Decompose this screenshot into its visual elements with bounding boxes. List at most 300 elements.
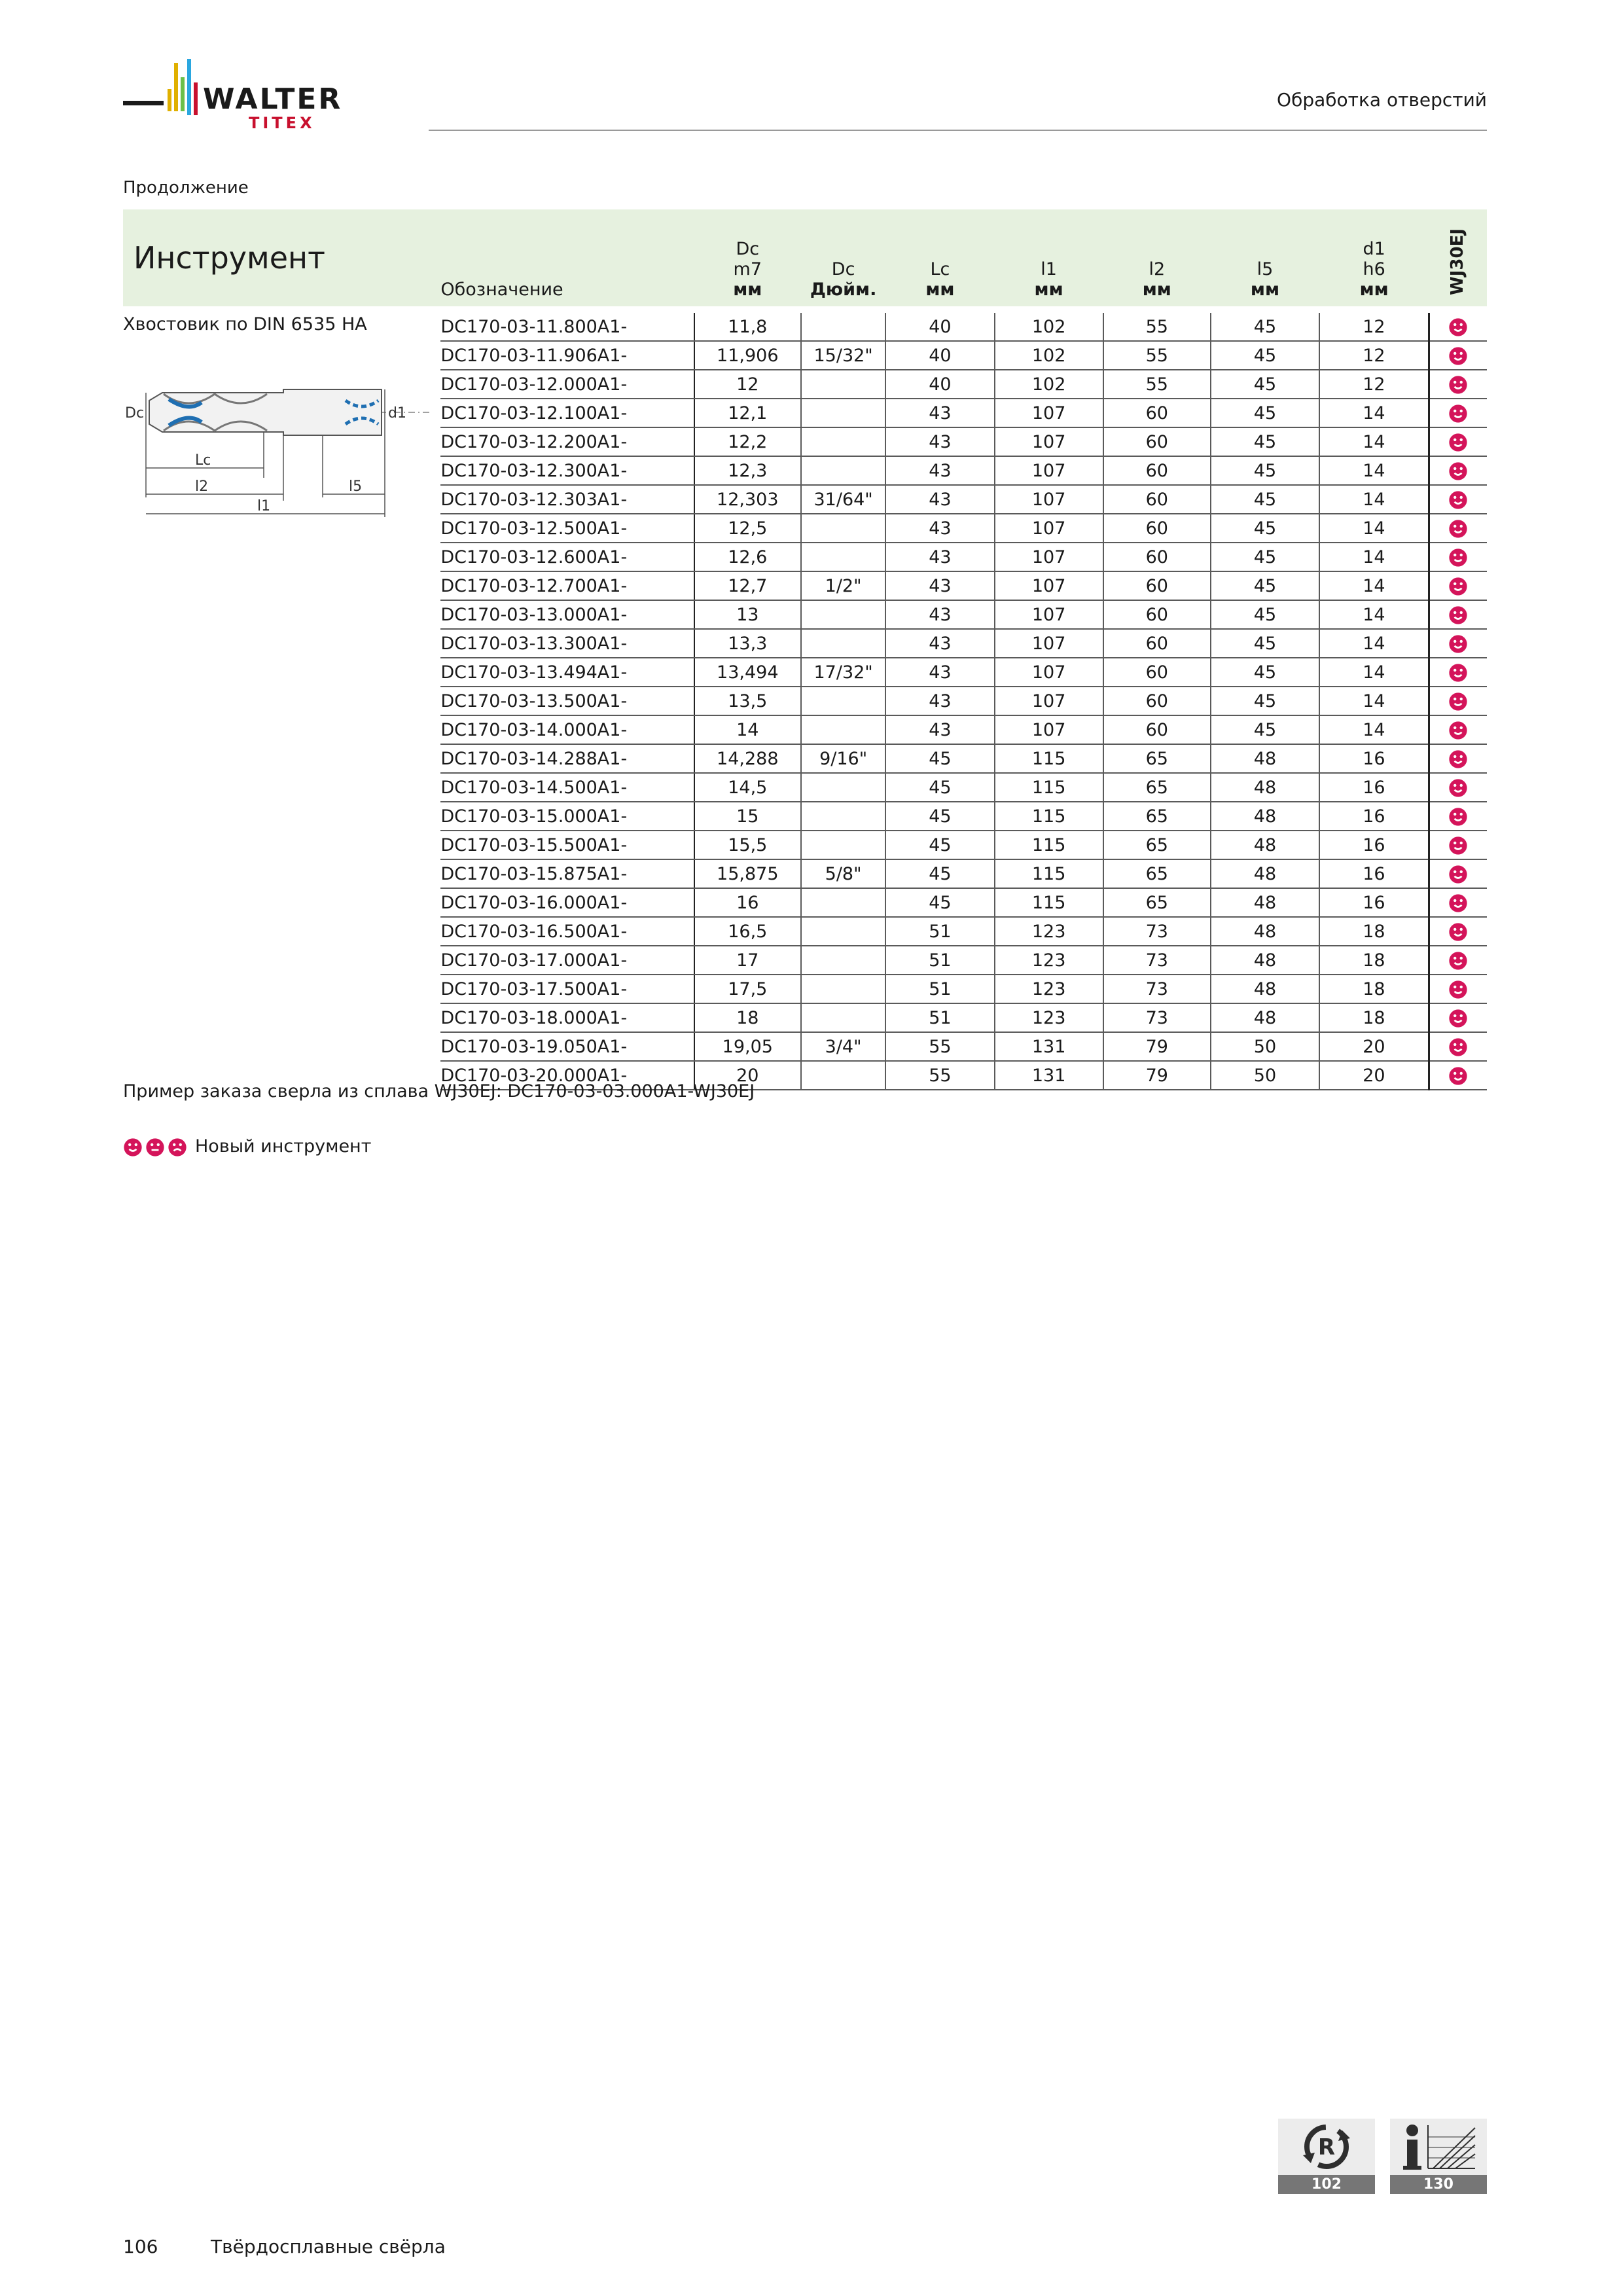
dc-cell: 12,1	[694, 399, 801, 427]
designation-cell: DC170-03-11.906A1-	[440, 341, 694, 370]
dc_inch-cell: 3/4"	[801, 1032, 885, 1061]
designation-cell: DC170-03-15.500A1-	[440, 831, 694, 859]
dc-cell: 13,494	[694, 658, 801, 687]
l5-cell: 45	[1211, 571, 1319, 600]
dc_inch-cell	[801, 370, 885, 399]
l2-cell: 65	[1103, 888, 1211, 917]
table-title: Инструмент	[134, 240, 325, 276]
dc-cell: 17	[694, 946, 801, 975]
smile-icon	[1448, 719, 1468, 740]
l1-cell: 115	[995, 773, 1103, 802]
l1-cell: 115	[995, 802, 1103, 831]
grade-availability-cell	[1429, 313, 1487, 341]
l1-cell: 102	[995, 341, 1103, 370]
reconditioning-icon	[1278, 2119, 1375, 2175]
footer-title: Твёрдосплавные свёрла	[211, 2236, 446, 2257]
smile-icon	[1448, 691, 1468, 711]
d1-cell: 14	[1319, 687, 1429, 715]
grade-availability-cell	[1429, 341, 1487, 370]
section-title: Обработка отверстий	[1277, 89, 1487, 111]
dc_inch-cell	[801, 715, 885, 744]
dc-cell: 12,7	[694, 571, 801, 600]
dc_inch-cell	[801, 399, 885, 427]
dc_inch-cell	[801, 514, 885, 543]
l1-cell: 123	[995, 946, 1103, 975]
smile-icon	[1448, 978, 1468, 999]
designation-cell: DC170-03-15.000A1-	[440, 802, 694, 831]
dc-cell: 15,5	[694, 831, 801, 859]
designation-cell: DC170-03-14.500A1-	[440, 773, 694, 802]
dc_inch-cell	[801, 629, 885, 658]
designation-cell: DC170-03-19.050A1-	[440, 1032, 694, 1061]
d1-cell: 12	[1319, 370, 1429, 399]
dc-cell: 16	[694, 888, 801, 917]
l2-cell: 65	[1103, 773, 1211, 802]
grade-availability-cell	[1429, 744, 1487, 773]
grade-availability-cell	[1429, 831, 1487, 859]
l5-cell: 50	[1211, 1032, 1319, 1061]
dc_inch-cell: 5/8"	[801, 859, 885, 888]
dc_inch-cell	[801, 975, 885, 1003]
designation-cell: DC170-03-18.000A1-	[440, 1003, 694, 1032]
l2-cell: 73	[1103, 975, 1211, 1003]
lc-cell: 43	[885, 399, 994, 427]
dc-cell: 11,906	[694, 341, 801, 370]
l5-cell: 45	[1211, 687, 1319, 715]
legend	[123, 1136, 371, 1157]
l2-cell: 60	[1103, 485, 1211, 514]
dc-cell: 12,3	[694, 456, 801, 485]
designation-cell: DC170-03-12.500A1-	[440, 514, 694, 543]
d1-cell: 14	[1319, 715, 1429, 744]
smile-icon	[1448, 316, 1468, 336]
lc-cell: 45	[885, 888, 994, 917]
grade-availability-cell	[1429, 514, 1487, 543]
lc-cell: 51	[885, 975, 994, 1003]
smile-icon	[1448, 1036, 1468, 1056]
d1-cell: 20	[1319, 1032, 1429, 1061]
lc-cell: 43	[885, 427, 994, 456]
l2-cell: 73	[1103, 946, 1211, 975]
d1-cell: 16	[1319, 859, 1429, 888]
designation-cell: DC170-03-16.500A1-	[440, 917, 694, 946]
d1-cell: 16	[1319, 744, 1429, 773]
col-designation: Обозначение	[440, 279, 563, 300]
designation-cell: DC170-03-12.700A1-	[440, 571, 694, 600]
d1-cell: 16	[1319, 802, 1429, 831]
designation-cell: DC170-03-13.500A1-	[440, 687, 694, 715]
designation-cell: DC170-03-12.300A1-	[440, 456, 694, 485]
l2-cell: 55	[1103, 341, 1211, 370]
l2-cell: 65	[1103, 744, 1211, 773]
l5-cell: 48	[1211, 946, 1319, 975]
dc_inch-cell	[801, 917, 885, 946]
grade-availability-cell	[1429, 456, 1487, 485]
technical-info-icon	[1390, 2119, 1487, 2175]
smile-icon	[1448, 1065, 1468, 1085]
l5-cell: 45	[1211, 313, 1319, 341]
l1-cell: 107	[995, 514, 1103, 543]
dc-cell: 12	[694, 370, 801, 399]
neutral-icon	[145, 1136, 165, 1157]
grade-availability-cell	[1429, 658, 1487, 687]
l1-cell: 102	[995, 370, 1103, 399]
lc-cell: 43	[885, 715, 994, 744]
dc-cell: 15,875	[694, 859, 801, 888]
grade-availability-cell	[1429, 600, 1487, 629]
l1-cell: 123	[995, 917, 1103, 946]
technical-info-nav-button[interactable]	[1390, 2119, 1487, 2194]
designation-cell: DC170-03-15.875A1-	[440, 859, 694, 888]
dc_inch-cell	[801, 1061, 885, 1090]
svg-text:l1: l1	[257, 498, 271, 514]
designation-cell: DC170-03-12.000A1-	[440, 370, 694, 399]
col-l2: l2 мм	[1142, 259, 1171, 300]
l1-cell: 115	[995, 744, 1103, 773]
grade-availability-cell	[1429, 427, 1487, 456]
dc_inch-cell	[801, 946, 885, 975]
designation-cell: DC170-03-12.200A1-	[440, 427, 694, 456]
d1-cell: 14	[1319, 600, 1429, 629]
lc-cell: 51	[885, 946, 994, 975]
drill-diagram	[123, 353, 431, 530]
l5-cell: 45	[1211, 370, 1319, 399]
d1-cell: 16	[1319, 888, 1429, 917]
l1-cell: 131	[995, 1032, 1103, 1061]
dc_inch-cell	[801, 773, 885, 802]
legend-icons	[123, 1136, 190, 1157]
smile-icon	[1448, 777, 1468, 797]
smile-icon	[1448, 374, 1468, 394]
l5-cell: 45	[1211, 399, 1319, 427]
l2-cell: 55	[1103, 313, 1211, 341]
dc_inch-cell	[801, 802, 885, 831]
grade-availability-cell	[1429, 946, 1487, 975]
l2-cell: 60	[1103, 629, 1211, 658]
svg-text:l5: l5	[349, 478, 363, 495]
lc-cell: 51	[885, 1003, 994, 1032]
d1-cell: 20	[1319, 1061, 1429, 1090]
smile-icon	[1448, 834, 1468, 855]
reconditioning-nav-button[interactable]	[1278, 2119, 1375, 2194]
grade-availability-cell	[1429, 1061, 1487, 1090]
reconditioning-page-ref: 102	[1278, 2175, 1375, 2194]
l1-cell: 115	[995, 888, 1103, 917]
l5-cell: 48	[1211, 1003, 1319, 1032]
dc-cell: 14,5	[694, 773, 801, 802]
l5-cell: 48	[1211, 744, 1319, 773]
l2-cell: 60	[1103, 399, 1211, 427]
l2-cell: 60	[1103, 600, 1211, 629]
designation-cell: DC170-03-13.300A1-	[440, 629, 694, 658]
grade-availability-cell	[1429, 399, 1487, 427]
d1-cell: 14	[1319, 571, 1429, 600]
dc-cell: 18	[694, 1003, 801, 1032]
dc-cell: 12,5	[694, 514, 801, 543]
designation-cell: DC170-03-14.288A1-	[440, 744, 694, 773]
svg-text:Lc: Lc	[195, 452, 211, 469]
designation-cell: DC170-03-14.000A1-	[440, 715, 694, 744]
page-number: 106	[123, 2236, 158, 2257]
l1-cell: 131	[995, 1061, 1103, 1090]
l2-cell: 65	[1103, 859, 1211, 888]
dc-cell: 11,8	[694, 313, 801, 341]
dc-cell: 17,5	[694, 975, 801, 1003]
l1-cell: 123	[995, 1003, 1103, 1032]
designation-cell: DC170-03-16.000A1-	[440, 888, 694, 917]
smile-icon	[1448, 633, 1468, 653]
smile-icon	[1448, 604, 1468, 624]
grade-availability-cell	[1429, 917, 1487, 946]
dc-cell: 12,6	[694, 543, 801, 571]
l1-cell: 107	[995, 658, 1103, 687]
d1-cell: 14	[1319, 629, 1429, 658]
dc_inch-cell: 15/32"	[801, 341, 885, 370]
l2-cell: 60	[1103, 427, 1211, 456]
smile-icon	[1448, 489, 1468, 509]
smile-icon	[1448, 892, 1468, 912]
col-l1: l1 мм	[1034, 259, 1063, 300]
col-d1: d1 h6 мм	[1359, 239, 1389, 300]
l1-cell: 107	[995, 543, 1103, 571]
l1-cell: 107	[995, 571, 1103, 600]
l1-cell: 107	[995, 427, 1103, 456]
legend-label: Новый инструмент	[195, 1136, 372, 1157]
d1-cell: 14	[1319, 543, 1429, 571]
dc-cell: 14	[694, 715, 801, 744]
l5-cell: 45	[1211, 629, 1319, 658]
d1-cell: 16	[1319, 831, 1429, 859]
designation-cell: DC170-03-11.800A1-	[440, 313, 694, 341]
order-example: Пример заказа сверла из сплава WJ30EJ: DC170-03-03.000A1-WJ30EJ	[123, 1081, 755, 1102]
svg-text:l2: l2	[195, 478, 209, 495]
svg-text:WALTER: WALTER	[203, 82, 343, 116]
l1-cell: 107	[995, 456, 1103, 485]
grade-availability-cell	[1429, 802, 1487, 831]
dc-cell: 13,5	[694, 687, 801, 715]
l2-cell: 79	[1103, 1061, 1211, 1090]
l5-cell: 45	[1211, 658, 1319, 687]
l2-cell: 65	[1103, 831, 1211, 859]
dc-cell: 12,303	[694, 485, 801, 514]
l1-cell: 123	[995, 975, 1103, 1003]
l5-cell: 45	[1211, 514, 1319, 543]
svg-text:R: R	[1317, 2134, 1336, 2161]
grade-availability-cell	[1429, 773, 1487, 802]
shank-label: Хвостовик по DIN 6535 HA	[123, 314, 367, 334]
smile-icon	[1448, 345, 1468, 365]
l5-cell: 45	[1211, 456, 1319, 485]
dc-cell: 19,05	[694, 1032, 801, 1061]
l5-cell: 45	[1211, 543, 1319, 571]
l1-cell: 107	[995, 600, 1103, 629]
grade-availability-cell	[1429, 629, 1487, 658]
continuation-label: Продолжение	[123, 178, 249, 198]
l5-cell: 45	[1211, 485, 1319, 514]
l5-cell: 45	[1211, 427, 1319, 456]
l1-cell: 107	[995, 485, 1103, 514]
designation-cell: DC170-03-13.000A1-	[440, 600, 694, 629]
smile-icon	[1448, 403, 1468, 423]
col-dc-inch: Dc Дюйм.	[810, 259, 877, 300]
dc_inch-cell	[801, 313, 885, 341]
l2-cell: 60	[1103, 715, 1211, 744]
smile-icon	[1448, 460, 1468, 480]
dc_inch-cell: 1/2"	[801, 571, 885, 600]
l5-cell: 48	[1211, 802, 1319, 831]
l5-cell: 50	[1211, 1061, 1319, 1090]
dc_inch-cell	[801, 888, 885, 917]
grade-availability-cell	[1429, 1003, 1487, 1032]
svg-text:TITEX: TITEX	[249, 114, 315, 132]
smile-icon	[1448, 921, 1468, 941]
smile-icon	[1448, 863, 1468, 884]
smile-icon	[1448, 518, 1468, 538]
dc-cell: 15	[694, 802, 801, 831]
technical-info-page-ref: 130	[1390, 2175, 1487, 2194]
l2-cell: 65	[1103, 802, 1211, 831]
l2-cell: 60	[1103, 571, 1211, 600]
dc-cell: 16,5	[694, 917, 801, 946]
grade-availability-cell	[1429, 715, 1487, 744]
dc-cell: 14,288	[694, 744, 801, 773]
grade-availability-cell	[1429, 859, 1487, 888]
l1-cell: 107	[995, 687, 1103, 715]
l2-cell: 73	[1103, 917, 1211, 946]
l5-cell: 48	[1211, 859, 1319, 888]
d1-cell: 12	[1319, 313, 1429, 341]
l5-cell: 48	[1211, 917, 1319, 946]
l2-cell: 73	[1103, 1003, 1211, 1032]
lc-cell: 43	[885, 456, 994, 485]
d1-cell: 14	[1319, 514, 1429, 543]
grade-availability-cell	[1429, 975, 1487, 1003]
lc-cell: 43	[885, 600, 994, 629]
grade-availability-cell	[1429, 888, 1487, 917]
lc-cell: 43	[885, 571, 994, 600]
dc_inch-cell	[801, 687, 885, 715]
grade-availability-cell	[1429, 687, 1487, 715]
lc-cell: 55	[885, 1032, 994, 1061]
smile-icon	[1448, 575, 1468, 596]
l2-cell: 60	[1103, 687, 1211, 715]
l5-cell: 45	[1211, 600, 1319, 629]
designation-cell: DC170-03-13.494A1-	[440, 658, 694, 687]
grade-availability-cell	[1429, 1032, 1487, 1061]
l2-cell: 79	[1103, 1032, 1211, 1061]
d1-cell: 14	[1319, 485, 1429, 514]
l2-cell: 60	[1103, 543, 1211, 571]
l5-cell: 48	[1211, 888, 1319, 917]
dc_inch-cell	[801, 600, 885, 629]
dc_inch-cell	[801, 543, 885, 571]
d1-cell: 14	[1319, 658, 1429, 687]
smile-icon	[1448, 662, 1468, 682]
grade-availability-cell	[1429, 370, 1487, 399]
grade-availability-cell	[1429, 543, 1487, 571]
l2-cell: 60	[1103, 456, 1211, 485]
table-row	[123, 313, 1487, 341]
lc-cell: 43	[885, 687, 994, 715]
d1-cell: 12	[1319, 341, 1429, 370]
l5-cell: 48	[1211, 831, 1319, 859]
lc-cell: 45	[885, 859, 994, 888]
smile-icon	[1448, 547, 1468, 567]
lc-cell: 45	[885, 802, 994, 831]
col-grade: WJ30EJ	[1448, 228, 1468, 295]
smile-icon	[123, 1136, 143, 1157]
l5-cell: 48	[1211, 773, 1319, 802]
shank-cell	[123, 313, 440, 1090]
smile-icon	[1448, 431, 1468, 452]
dc_inch-cell	[801, 456, 885, 485]
col-l5: l5 мм	[1250, 259, 1280, 300]
l5-cell: 48	[1211, 975, 1319, 1003]
dc_inch-cell: 31/64"	[801, 485, 885, 514]
lc-cell: 43	[885, 629, 994, 658]
l1-cell: 107	[995, 629, 1103, 658]
lc-cell: 43	[885, 658, 994, 687]
grade-availability-cell	[1429, 485, 1487, 514]
lc-cell: 43	[885, 543, 994, 571]
lc-cell: 45	[885, 773, 994, 802]
lc-cell: 51	[885, 917, 994, 946]
svg-text:d1: d1	[388, 405, 406, 422]
d1-cell: 14	[1319, 427, 1429, 456]
d1-cell: 18	[1319, 975, 1429, 1003]
lc-cell: 40	[885, 313, 994, 341]
smile-icon	[1448, 806, 1468, 826]
lc-cell: 45	[885, 831, 994, 859]
d1-cell: 14	[1319, 456, 1429, 485]
l5-cell: 45	[1211, 341, 1319, 370]
smile-icon	[1448, 1007, 1468, 1028]
dc_inch-cell	[801, 427, 885, 456]
l5-cell: 45	[1211, 715, 1319, 744]
lc-cell: 40	[885, 370, 994, 399]
designation-cell: DC170-03-12.600A1-	[440, 543, 694, 571]
designation-cell: DC170-03-12.303A1-	[440, 485, 694, 514]
designation-cell: DC170-03-17.000A1-	[440, 946, 694, 975]
lc-cell: 45	[885, 744, 994, 773]
d1-cell: 16	[1319, 773, 1429, 802]
d1-cell: 18	[1319, 946, 1429, 975]
col-dc-m7: Dc m7 мм	[733, 239, 762, 300]
dc_inch-cell	[801, 831, 885, 859]
smile-icon	[1448, 950, 1468, 970]
dc-cell: 13	[694, 600, 801, 629]
d1-cell: 14	[1319, 399, 1429, 427]
lc-cell: 43	[885, 514, 994, 543]
l1-cell: 102	[995, 313, 1103, 341]
lc-cell: 43	[885, 485, 994, 514]
dc-cell: 12,2	[694, 427, 801, 456]
l1-cell: 115	[995, 859, 1103, 888]
lc-cell: 40	[885, 341, 994, 370]
grade-availability-cell	[1429, 571, 1487, 600]
dc_inch-cell	[801, 1003, 885, 1032]
walter-titex-logo	[123, 58, 404, 136]
dc-cell: 13,3	[694, 629, 801, 658]
designation-cell: DC170-03-17.500A1-	[440, 975, 694, 1003]
svg-text:Dc: Dc	[125, 405, 145, 422]
d1-cell: 18	[1319, 917, 1429, 946]
l2-cell: 60	[1103, 514, 1211, 543]
l1-cell: 107	[995, 715, 1103, 744]
dc-cell: 20	[694, 1061, 801, 1090]
tool-table	[123, 209, 1487, 1090]
col-lc: Lc мм	[925, 259, 955, 300]
